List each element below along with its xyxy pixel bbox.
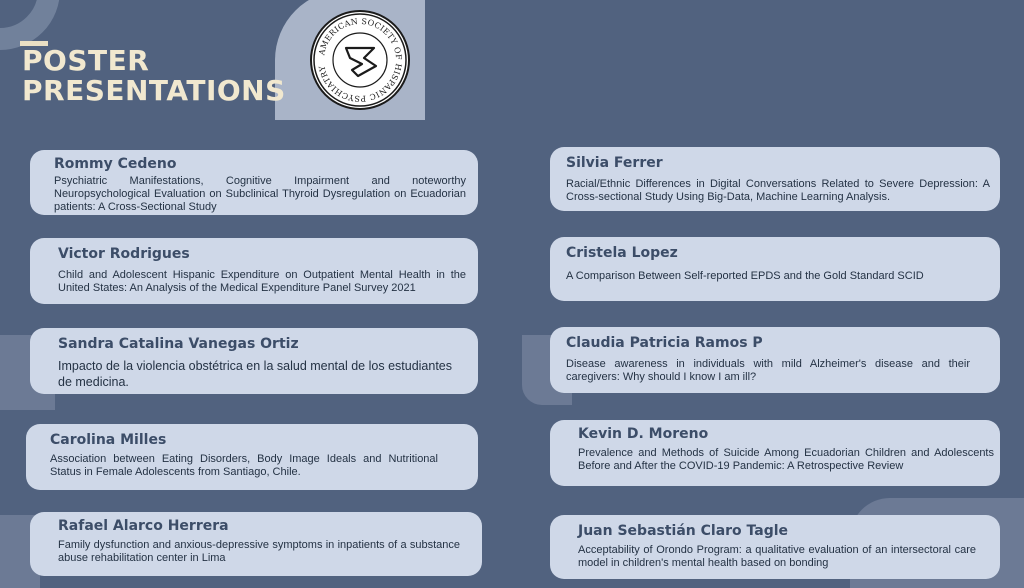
poster-title: Racial/Ethnic Differences in Digital Conversations Related to Severe Depression: A Cross-sectional Study Using Big-Data, Machine Learning Analysis. <box>566 178 990 203</box>
poster-card <box>550 515 1000 579</box>
presenter-name: Sandra Catalina Vanegas Ortiz <box>58 336 299 352</box>
poster-title: Child and Adolescent Hispanic Expenditure on Outpatient Mental Health in the United States: An Analysis of the Medical Expenditure Panel Survey 2021 <box>58 269 466 294</box>
poster-card <box>30 328 478 394</box>
poster-title: Disease awareness in individuals with mild Alzheimer's disease and their caregivers: Why should I know I am ill? <box>566 358 970 383</box>
presenter-name: Victor Rodrigues <box>58 246 190 262</box>
poster-card <box>550 420 1000 486</box>
poster-title: A Comparison Between Self-reported EPDS and the Gold Standard SCID <box>566 270 924 282</box>
presenter-name: Silvia Ferrer <box>566 155 663 171</box>
poster-title: Acceptability of Orondo Program: a qualitative evaluation of an intersectoral care model in children's mental health based on bonding <box>578 544 976 569</box>
poster-card <box>26 424 478 490</box>
presenter-name: Rafael Alarco Herrera <box>58 518 229 534</box>
poster-title: Psychiatric Manifestations, Cognitive Impairment and noteworthy Neuropsychological Evaluation on Subclinical Thyroid Dysregulation on Ecuadorian patients: A Cross-Sectional Study <box>54 175 466 213</box>
svg-text:AMERICAN SOCIETY OF HISPANIC P: AMERICAN SOCIETY OF HISPANIC PSYCHIATRY <box>317 16 404 104</box>
presenter-name: Kevin D. Moreno <box>578 426 709 442</box>
page-title-line1: POSTER <box>22 44 150 77</box>
poster-card <box>30 150 478 215</box>
poster-card <box>550 237 1000 301</box>
poster-card <box>550 147 1000 211</box>
poster-title: Prevalence and Methods of Suicide Among Ecuadorian Children and Adolescents Before and After the COVID-19 Pandemic: A Retrospective Review <box>578 447 994 472</box>
poster-card <box>30 238 478 304</box>
presenter-name: Carolina Milles <box>50 432 167 448</box>
poster-title: Family dysfunction and anxious-depressive symptoms in inpatients of a substance abuse rehabilitation center in Lima <box>58 539 460 564</box>
page-title-line2: PRESENTATIONS <box>22 74 286 107</box>
society-seal-icon <box>312 12 408 108</box>
presenter-name: Cristela Lopez <box>566 245 678 261</box>
presenter-name: Claudia Patricia Ramos P <box>566 335 763 351</box>
poster-card <box>550 327 1000 393</box>
presenter-name: Rommy Cedeno <box>54 156 177 172</box>
society-logo <box>310 10 410 110</box>
poster-title: Association between Eating Disorders, Body Image Ideals and Nutritional Status in Female Adolescents from Santiago, Chile. <box>50 453 438 478</box>
poster-card <box>30 512 482 576</box>
presenter-name: Juan Sebastián Claro Tagle <box>578 523 789 539</box>
page-title <box>22 46 286 106</box>
poster-title: Impacto de la violencia obstétrica en la salud mental de los estudiantes de medicina. <box>58 359 452 389</box>
